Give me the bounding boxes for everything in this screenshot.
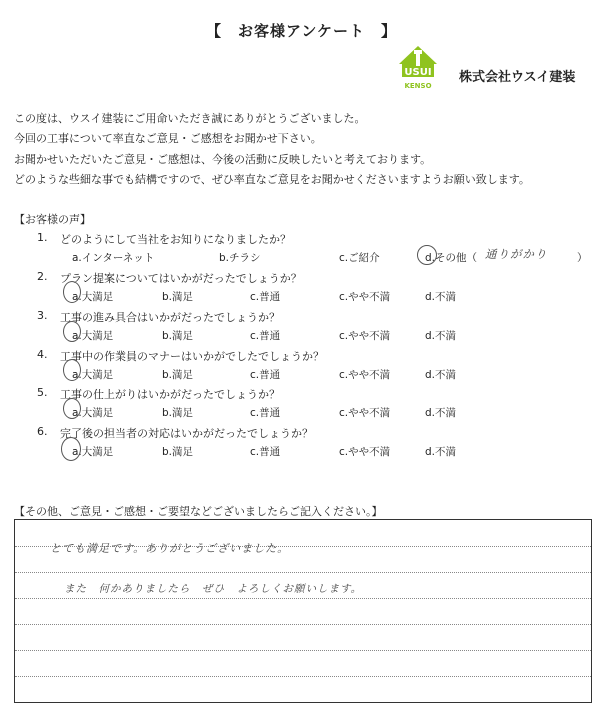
question-text: 工事の仕上がりはいかがだったでしょうか？ <box>60 388 280 401</box>
option-c: c.普通 <box>250 369 281 381</box>
option-d: d.不満 <box>425 407 457 419</box>
option-c: c.ご紹介 <box>339 252 380 264</box>
option-b: b.満足 <box>162 369 194 381</box>
question-text: プラン提案についてはいかがだったでしょうか？ <box>60 272 302 285</box>
ruled-line <box>15 572 591 573</box>
logo-word: USUI <box>404 67 432 78</box>
answer-circle <box>417 245 437 265</box>
option-c2: c.やや不満 <box>339 407 391 419</box>
comment-line: とても満足です。ありがとうございました。 <box>50 542 290 555</box>
option-b: b.満足 <box>162 330 194 342</box>
option-c: c.普通 <box>250 407 281 419</box>
comments-header: 【その他、ご意見・ご感想・ご要望などございましたらご記入ください。】 <box>14 505 383 518</box>
option-b: b.満足 <box>162 407 194 419</box>
option-d: d.不満 <box>425 330 457 342</box>
answer-circle <box>63 398 81 419</box>
question-number: 3. <box>37 309 48 322</box>
intro-line: 今回の工事について率直なご意見・ご感想をお聞かせ下さい。 <box>14 132 322 145</box>
company-logo-icon <box>397 44 439 96</box>
option-d: d.不満 <box>425 446 457 458</box>
option-c: c.普通 <box>250 291 281 303</box>
option-c2: c.やや不満 <box>339 369 391 381</box>
answer-circle <box>61 437 81 461</box>
option-b: b.チラシ <box>219 252 261 264</box>
question-text: 完了後の担当者の対応はいかがだったでしょうか？ <box>60 427 313 440</box>
ruled-line <box>15 624 591 625</box>
option-a: a.大満足 <box>72 291 114 303</box>
answer-circle <box>63 321 81 342</box>
voice-header: 【お客様の声】 <box>14 213 91 226</box>
option-c: c.普通 <box>250 330 281 342</box>
ruled-line <box>15 676 591 677</box>
option-d: d.不満 <box>425 291 457 303</box>
option-a: a.大満足 <box>72 407 114 419</box>
option-a: a.インターネット <box>72 252 155 264</box>
ruled-line <box>15 650 591 651</box>
comment-line: また 何かありましたら ぜひ よろしくお願いします。 <box>64 583 363 595</box>
option-c: c.普通 <box>250 446 281 458</box>
question-number: 6. <box>37 425 48 438</box>
question-number: 4. <box>37 348 48 361</box>
intro-line: どのような些細な事でも結構ですので、ぜひ率直なご意見をお聞かせくださいますようお願い致します。 <box>14 173 530 186</box>
option-b: b.満足 <box>162 291 194 303</box>
company-name: 株式会社ウスイ建装 <box>459 70 576 85</box>
question-number: 2. <box>37 270 48 283</box>
option-c2: c.やや不満 <box>339 291 391 303</box>
option-c2: c.やや不満 <box>339 330 391 342</box>
option-close-paren: ） <box>577 252 588 264</box>
option-d: d.不満 <box>425 369 457 381</box>
ruled-line <box>15 598 591 599</box>
answer-circle <box>63 359 81 381</box>
page-title: 【 お客様アンケート 】 <box>205 22 398 40</box>
option-a: a.大満足 <box>72 446 114 458</box>
intro-line: お聞かせいただいたご意見・ご感想は、今後の活動に反映したいと考えております。 <box>14 153 432 166</box>
option-a: a.大満足 <box>72 369 114 381</box>
question-text: 工事の進み具合はいかがだったでしょうか？ <box>60 311 280 324</box>
option-a: a.大満足 <box>72 330 114 342</box>
option-b: b.満足 <box>162 446 194 458</box>
logo-sub: KENSO <box>404 82 432 90</box>
question-number: 1. <box>37 231 48 244</box>
question-text: 工事中の作業員のマナーはいかがでしたでしょうか？ <box>60 350 324 363</box>
question-number: 5. <box>37 386 48 399</box>
option-d: d.その他（ <box>425 252 478 264</box>
option-c2: c.やや不満 <box>339 446 391 458</box>
handwritten-answer: 通りがかり <box>485 247 548 261</box>
answer-circle <box>63 281 81 303</box>
question-text: どのようにして当社をお知りになりましたか？ <box>60 233 291 246</box>
intro-line: この度は、ウスイ建装にご用命いただき誠にありがとうございました。 <box>14 112 366 125</box>
